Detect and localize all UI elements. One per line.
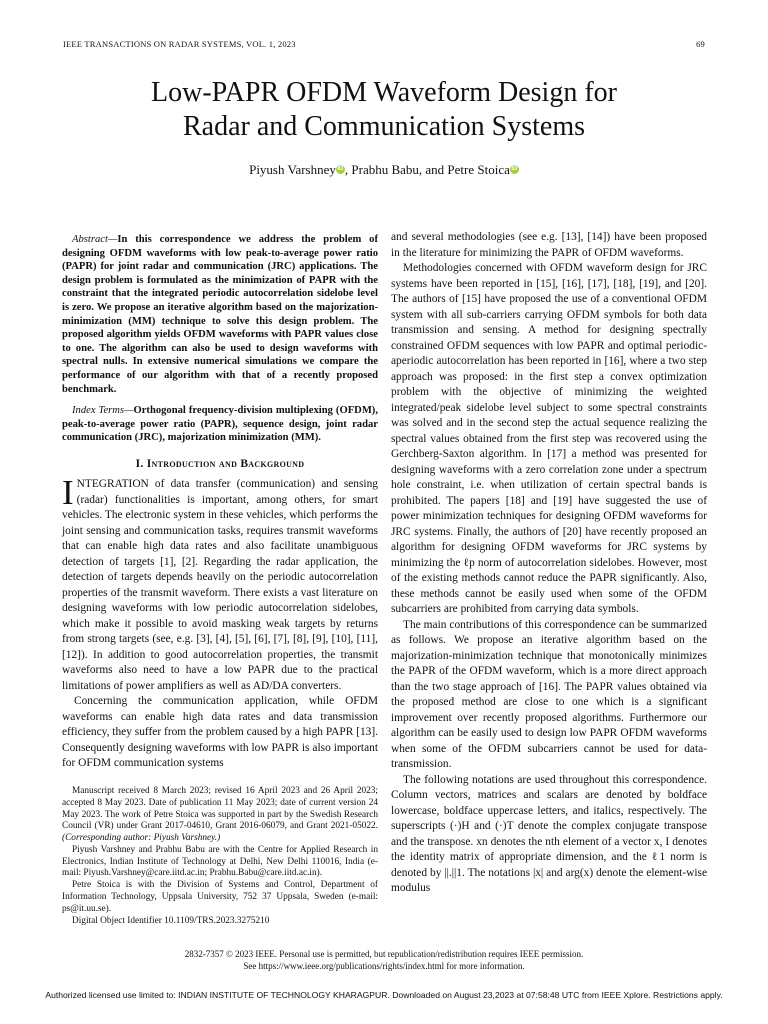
footnote-doi: Digital Object Identifier 10.1109/TRS.2023.3275210	[72, 915, 270, 926]
right-paragraph-0: and several methodologies (see e.g. [13], [14]) have been proposed in the literature for minimizing the PAPR of OFDM waveforms.	[391, 231, 707, 259]
index-terms-lead: Index Terms—	[72, 405, 134, 417]
license-notice	[0, 990, 768, 1000]
abstract-lead: Abstract—	[72, 234, 118, 245]
title-line-2: Radar and Communication Systems	[182, 111, 586, 142]
index-terms-text: Orthogonal frequency-division multiplexing (OFDM), peak-to-average power ratio (PAPR), sequence design, joint radar communication (JRC), majorization minimization (MM).	[62, 405, 378, 444]
footnote-manuscript-text: Manuscript received 8 March 2023; revised 16 April 2023 and 26 April 2023; accepted 8 May 2023. Date of publication 11 May 2023; date of current version 24 May 2023. The work of Petre Stoica was supported in part by the Swedish Research Council (VR) under Grant 2017-04610, Grant 2016-06079, and Grant 2021-05022.	[62, 785, 378, 832]
right-paragraph-1: Methodologies concerned with OFDM waveform design for JRC systems have been reported in [15], [16], [17], [18], [19], and [20]. The authors of [15] have proposed the use of a conventional OFDM system with all sub-carriers carrying OFDM symbols for both data transmission and sensing. A method for designing spectrally constrained OFDM sequences with low PAPR and optimal periodic-aperiodic autocorrelation has been reported in [16], where a two step approach was proposed: in the first step a convex optimization problem with the objective of minimizing the weighted integrated/peak sidelobe level subject to some spectral constraints was solved and in the second step the actual sequence realizing the spectral values obtained from the first step was recovered using the Gerchberg-Saxton algorithm. In [17] a method was presented for designing waveforms with a zero correlation zone under a spectrum hole constraint, i.e. when utilization of certain spectral bands is prohibited. The papers [18] and [19] have suggested the use of power minimization techniques for designing OFDM waveforms for JRC systems. Finally, the authors of [20] have recently proposed an algorithm for designing OFDM waveforms for JRC systems by minimizing the ℓp norm of autocorrelation sidelobes. However, most of the existing methods cannot reduce the PAPR significantly. Also, these methods cannot be easily used when some of the OFDM subcarriers are prohibited from carrying data symbols.	[391, 262, 707, 615]
running-head	[63, 39, 705, 49]
copyright-notice	[0, 949, 768, 972]
journal-name: IEEE TRANSACTIONS ON RADAR SYSTEMS, VOL. 1, 2023	[63, 39, 296, 49]
orcid-icon[interactable]: iD	[337, 166, 344, 172]
left-column	[62, 230, 378, 927]
section-number: I.	[135, 457, 147, 470]
drop-cap: I	[62, 473, 74, 513]
license-text: Authorized licensed use limited to: INDIAN INSTITUTE OF TECHNOLOGY KHARAGPUR. Downloaded on August 23,2023 at 07:58:48 UTC from IEEE Xplore. Restrictions apply.	[45, 990, 723, 1000]
copyright-line-2: See https://www.ieee.org/publications/rights/index.html for more information.	[243, 960, 525, 971]
footnotes	[62, 786, 378, 928]
right-paragraph-3: The following notations are used throughout this correspondence. Column vectors, matrices and scalars are denoted by boldface lowercase, boldface uppercase letters, and italics, respectively. The superscripts (·)H and (·)T denote the complex conjugate transpose and the transpose. xn denotes the nth element of a vector x, I denotes the identity matrix of appropriate dimension, and the ℓ1 norm is denoted by ||.||1. The notations |x| and arg(x) denote the element-wise modulus	[391, 773, 707, 894]
right-column	[391, 230, 707, 897]
intro-paragraph-1	[62, 473, 378, 694]
corresponding-author: (Corresponding author: Piyush Varshney.)	[62, 833, 221, 844]
abstract-text: In this correspondence we address the problem of designing OFDM waveforms with low peak-to-average power ratio (PAPR) for joint radar and communication (JRC) applications. The design problem is formulated as the minimization of PAPR with the constraint that the integrated periodic autocorrelation sidelobe level is zero. We propose an iterative algorithm based on the majorization-minimization (MM) technique to solve this design problem. The proposed algorithm yields OFDM waveforms with PAPR values close to one. The algorithm can also be used to design waveforms with spectral nulls. In extensive numerical simulations we compare the performance of our algorithm with that of a recently proposed benchmark.	[62, 234, 378, 395]
right-paragraph-2: The main contributions of this correspondence can be summarized as follows. We propose an iterative algorithm based on the majorization-minimization technique that monotonically minimizes the PAPR of the OFDM waveform, which is a more direct approach than the two stage approach of [16]. The PAPR values obtained via the proposed method are close to one which is a significant improvement over recently proposed algorithms. Furthermore our algorithm can be easily used to design low PAPR OFDM waveforms when some of the OFDM subcarriers cannot be used for data-transmission.	[391, 618, 707, 770]
footnote-affiliation-2: Petre Stoica is with the Division of Systems and Control, Department of Information Technology, Uppsala University, 752 37 Uppsala, Sweden (e-mail: ps@it.uu.se).	[62, 880, 378, 914]
copyright-line-1: 2832-7357 © 2023 IEEE. Personal use is permitted, but republication/redistribution requires IEEE permission.	[184, 949, 584, 959]
author-names-rest: , Prabhu Babu, and Petre Stoica	[344, 162, 510, 177]
section-heading	[62, 457, 378, 473]
footnote-manuscript	[62, 786, 378, 845]
orcid-icon[interactable]: iD	[511, 166, 518, 172]
author-list	[0, 162, 768, 178]
page-number: 69	[696, 39, 705, 49]
section-title: Introduction and Background	[146, 457, 305, 470]
author-varshney: Piyush Varshney	[249, 162, 336, 177]
paper-title	[0, 76, 768, 144]
intro-text-1: NTEGRATION of data transfer (communication) and sensing (radar) functionalities is important, among others, for smart vehicles. The electronic system in these vehicles, which performs the joint sensing and communication tasks, requires transmit waveforms that can enable high data rates and also facilitate unambiguous detection of targets [1], [2]. Regarding the radar application, the detection of targets depends heavily on the periodic autocorrelation properties of the transmit waveform. There exists a vast literature on designing waveforms with low periodic autocorrelation sidelobes, which make it possible to avoid masking weak targets by returns from strong targets (see, e.g. [3], [4], [5], [6], [7], [8], [9], [10], [11], [12]). In addition to good autocorrelation properties, the transmit waveforms also need to have a low PAPR due to the practical limitations of power amplifiers as well as AD/DA converters.	[62, 478, 378, 692]
index-terms	[62, 404, 378, 445]
intro-paragraph-2: Concerning the communication application, while OFDM waveforms can enable high data rates and data transmission efficiency, they suffer from the problem caused by a high PAPR [13]. Consequently designing waveforms with low PAPR is also important for OFDM communication systems	[62, 695, 378, 770]
abstract	[62, 233, 378, 396]
footnote-affiliation-1: Piyush Varshney and Prabhu Babu are with the Centre for Applied Research in Electronics, Indian Institute of Technology at Delhi, New Delhi 110016, India (e-mail: Piyush.Varshney@care.iitd.ac.in; Prabhu.Babu@care.iitd.ac.in).	[62, 844, 378, 879]
title-line-1: Low-PAPR OFDM Waveform Design for	[151, 77, 617, 108]
